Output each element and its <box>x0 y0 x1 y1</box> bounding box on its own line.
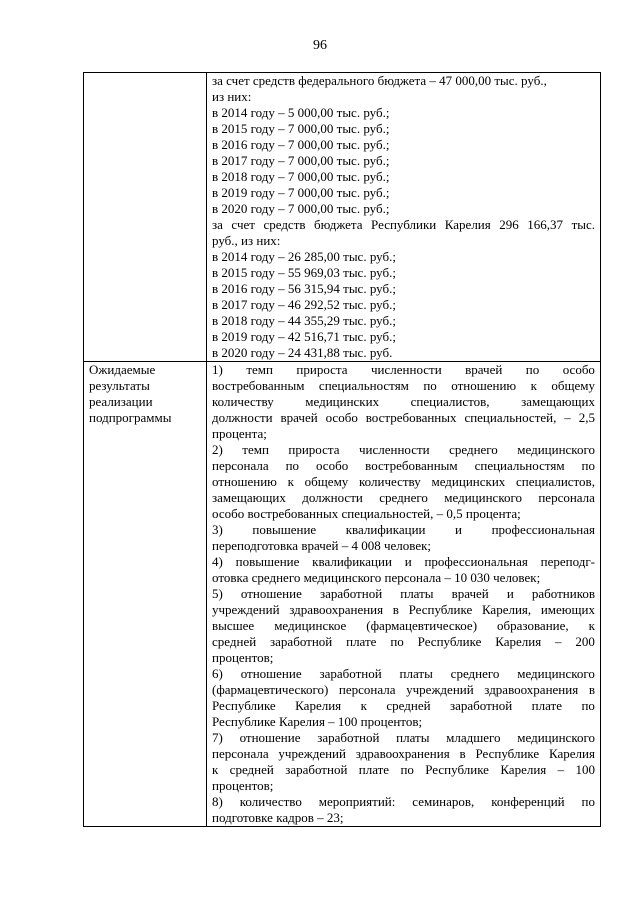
result-item-7-line: к средней заработной плате по Республике Карелия – 100 <box>212 762 595 777</box>
federal-year-2015: в 2015 году – 7 000,00 тыс. руб.; <box>212 121 390 136</box>
funding-row <box>84 73 601 362</box>
result-item-2-line: отношению к общему количеству медицинских специалистов, <box>212 474 595 489</box>
result-item-4-last-line: отовка среднего медицинского персонала – 10 030 человек; <box>212 570 541 585</box>
results-label-line: Ожидаемые <box>89 362 156 377</box>
result-item-2-line: персонала по особо востребованным специальностям по <box>212 458 595 473</box>
results-label-line: реализации <box>89 394 153 409</box>
regional-year-2018: в 2018 году – 44 355,29 тыс. руб.; <box>212 313 396 328</box>
results-row <box>84 362 601 827</box>
result-item-5-line: высшее медицинское (фармацевтическое) образование, к <box>212 618 595 633</box>
result-item-1-last-line: процента; <box>212 426 267 441</box>
result-item-3-last-line: переподготовка врачей – 4 008 человек; <box>212 538 432 553</box>
result-item-3-line: 3) повышение квалификации и профессиональная <box>212 522 595 537</box>
result-item-1-line: должности врачей особо востребованных специальностей, – 2,5 <box>212 410 595 425</box>
federal-header: за счет средств федерального бюджета – 47 000,00 тыс. руб., <box>212 73 547 88</box>
result-item-1-line: востребованным специальностям по отношению к общему <box>212 378 595 393</box>
result-item-7-line: 7) отношение заработной платы младшего медицинского <box>212 730 595 745</box>
result-item-5-line: учреждений здравоохранения в Республике Карелия, имеющих <box>212 602 595 617</box>
result-item-6-line: (фармацевтического) персонала учреждений здравоохранения в <box>212 682 595 697</box>
page-number: 96 <box>313 38 327 53</box>
result-item-5-line: 5) отношение заработной платы врачей и работников <box>212 586 595 601</box>
funding-content-cell <box>207 73 601 362</box>
federal-year-2019: в 2019 году – 7 000,00 тыс. руб.; <box>212 185 390 200</box>
result-item-2-line: 2) темп прироста численности среднего медицинского <box>212 442 595 457</box>
regional-year-2019: в 2019 году – 42 516,71 тыс. руб.; <box>212 329 396 344</box>
results-content-cell <box>207 362 601 827</box>
result-item-5-last-line: процентов; <box>212 650 274 665</box>
results-label-cell <box>84 362 207 827</box>
regional-header-line1: за счет средств бюджета Республики Карелия 296 166,37 тыс. <box>212 217 595 232</box>
regional-year-2016: в 2016 году – 56 315,94 тыс. руб.; <box>212 281 396 296</box>
federal-year-2017: в 2017 году – 7 000,00 тыс. руб.; <box>212 153 390 168</box>
federal-year-2020: в 2020 году – 7 000,00 тыс. руб.; <box>212 201 390 216</box>
federal-year-2016: в 2016 году – 7 000,00 тыс. руб.; <box>212 137 390 152</box>
result-item-2-last-line: особо востребованных специальностей, – 0,5 процента; <box>212 506 521 521</box>
result-item-7-last-line: процентов; <box>212 778 274 793</box>
result-item-8-last-line: подготовке кадров – 23; <box>212 810 344 825</box>
result-item-6-line: Республике Карелия к средней заработной плате по <box>212 698 595 713</box>
regional-year-2020: в 2020 году – 24 431,88 тыс. руб. <box>212 345 393 360</box>
federal-of-them: из них: <box>212 89 252 104</box>
program-table <box>83 72 601 827</box>
federal-year-2014: в 2014 году – 5 000,00 тыс. руб.; <box>212 105 390 120</box>
regional-year-2017: в 2017 году – 46 292,52 тыс. руб.; <box>212 297 396 312</box>
result-item-1-line: 1) темп прироста численности врачей по особо <box>212 362 595 377</box>
result-item-5-line: средней заработной плате по Республике Карелия – 200 <box>212 634 595 649</box>
regional-header-line2: руб., из них: <box>212 233 281 248</box>
result-item-7-line: персонала учреждений здравоохранения в Республике Карелия <box>212 746 595 761</box>
funding-label-cell <box>84 73 207 362</box>
result-item-2-line: замещающих должности среднего медицинского персонала <box>212 490 595 505</box>
federal-year-2018: в 2018 году – 7 000,00 тыс. руб.; <box>212 169 390 184</box>
results-label-line: результаты <box>89 378 150 393</box>
results-label-line: подпрограммы <box>89 410 172 425</box>
regional-year-2014: в 2014 году – 26 285,00 тыс. руб.; <box>212 249 396 264</box>
regional-year-2015: в 2015 году – 55 969,03 тыс. руб.; <box>212 265 396 280</box>
result-item-8-line: 8) количество мероприятий: семинаров, конференций по <box>212 794 595 809</box>
result-item-6-line: 6) отношение заработной платы среднего медицинского <box>212 666 595 681</box>
result-item-6-last-line: Республике Карелия – 100 процентов; <box>212 714 423 729</box>
result-item-4-line: 4) повышение квалификации и профессиональная переподг- <box>212 554 595 569</box>
result-item-1-line: количеству медицинских специалистов, замещающих <box>212 394 595 409</box>
